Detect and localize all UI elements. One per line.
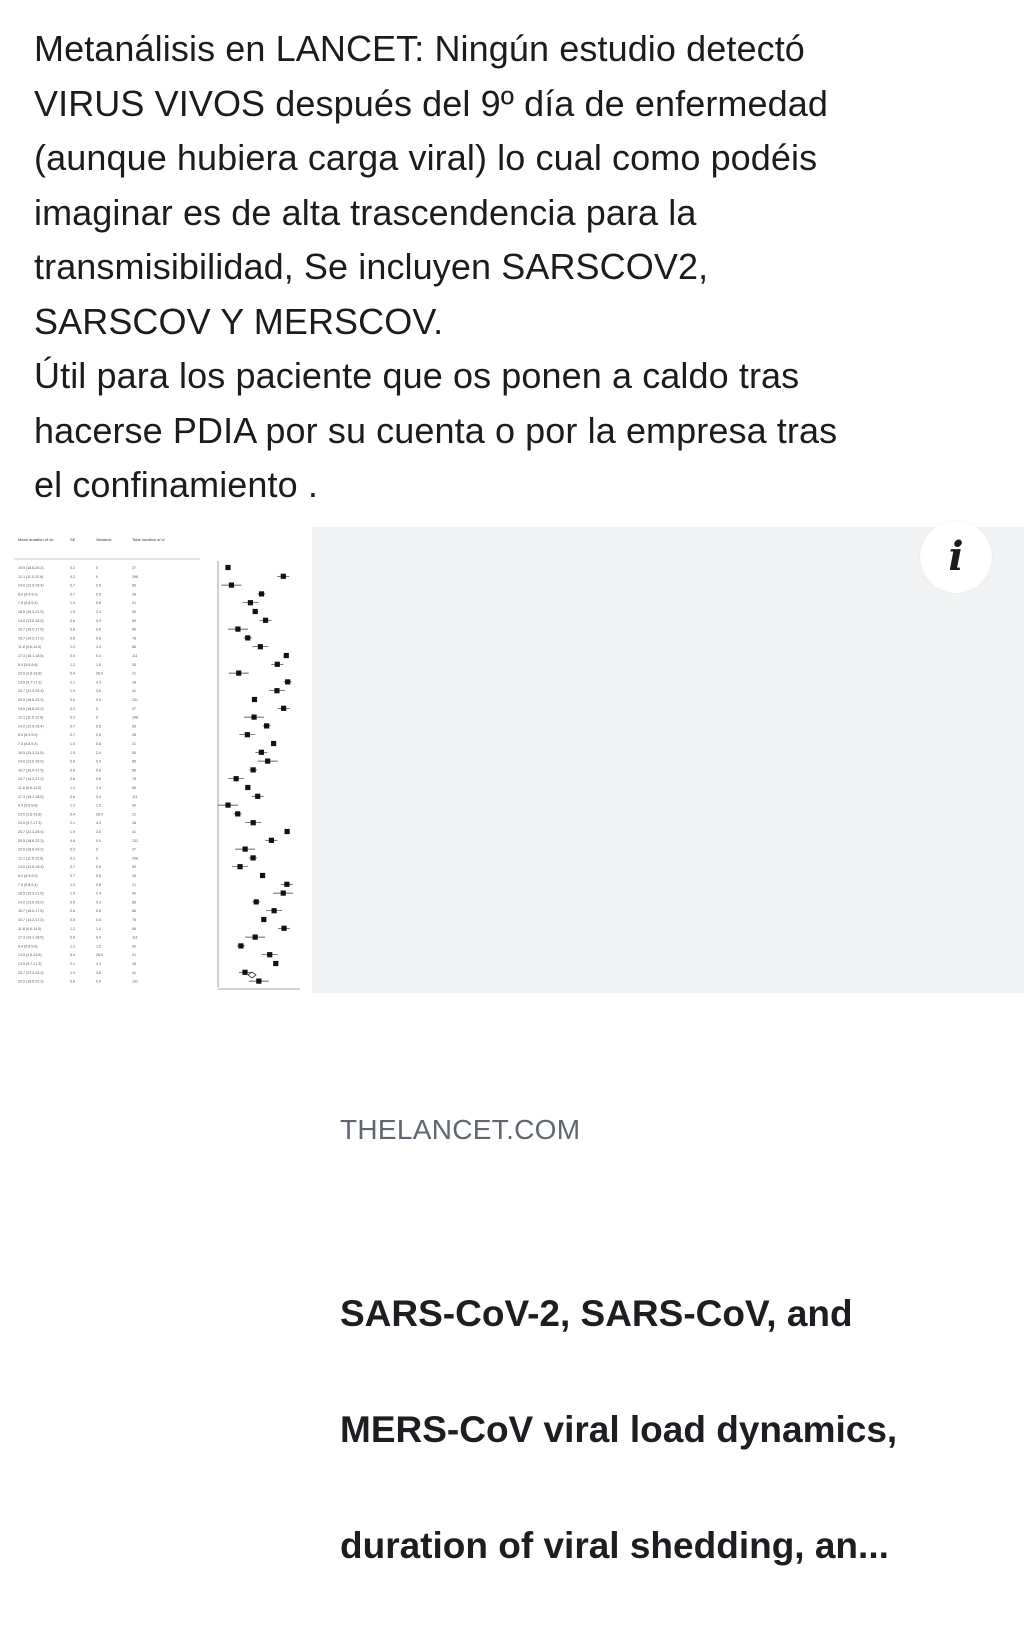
thumbnail-cell: 0.6 [70, 900, 75, 905]
thumbnail-cell: 13.5 (2.8-23.8) [18, 671, 42, 676]
thumbnail-cell: 17.3 (16.1-18.5) [18, 935, 44, 940]
thumbnail-cell: 2.4 [96, 610, 101, 614]
thumbnail-cell: 21 [132, 882, 136, 887]
thumbnail-cell: 28.9 [96, 671, 103, 676]
thumbnail-cell: 8.4 (5.6-9.8) [18, 662, 38, 667]
thumbnail-cell: 18.5 (15.3-21.5) [18, 750, 44, 755]
thumbnail-cell: 0.2 [70, 566, 75, 570]
thumbnail-cell: 1.5 [96, 662, 101, 667]
thumbnail-point-marker [269, 838, 274, 843]
thumbnail-cell: 59 [132, 583, 136, 588]
thumbnail-cell: 30 [132, 662, 136, 667]
thumbnail-point-marker [225, 803, 230, 808]
thumbnail-cell: 19.5 (18.8-20.2) [18, 706, 44, 711]
thumbnail-cell: 8.4 (5.6-9.8) [18, 944, 38, 949]
thumbnail-cell: 41 [132, 970, 136, 975]
thumbnail-cell: 65 [132, 759, 136, 764]
thumbnail-cell: 56 [132, 768, 136, 773]
thumbnail-cell: 1.2 [70, 926, 75, 931]
post-text-line: Útil para los paciente que os ponen a caldo tras [34, 355, 800, 396]
thumbnail-cell: 111 [132, 654, 138, 658]
thumbnail-cell: 14.0 (13.0-15.0) [18, 900, 44, 905]
thumbnail-cell: 19.5 (18.8-20.2) [18, 847, 44, 852]
thumbnail-point-marker [285, 829, 290, 834]
thumbnail-cell: 0.9 [96, 979, 101, 984]
thumbnail-point-marker [267, 952, 272, 957]
thumbnail-cell: 1.0 [70, 882, 75, 887]
thumbnail-cell: 1.0 [70, 601, 75, 606]
thumbnail-cell: 21 [132, 953, 136, 958]
thumbnail-cell: 0.8 [96, 601, 101, 606]
thumbnail-cell: 111 [132, 935, 138, 940]
thumbnail-cell: 131 [132, 979, 138, 984]
thumbnail-cell: 0 [96, 856, 98, 861]
thumbnail-cell: 56 [132, 645, 136, 650]
link-title-line: duration of viral shedding, an... [340, 1525, 889, 1566]
thumbnail-cell: 111 [132, 794, 138, 799]
thumbnail-cell: 56 [132, 909, 136, 914]
thumbnail-cell: 18 [132, 962, 136, 966]
thumbnail-cell: 14.0 (12.9-15.4) [18, 865, 44, 870]
thumbnail-cell: 8.0 (6.9-9.0) [18, 592, 38, 597]
thumbnail-cell: 0.4 [96, 935, 101, 940]
thumbnail-cell: 13.5 (9.7-17.3) [18, 680, 42, 685]
thumbnail-cell: 8.0 (6.9-9.0) [18, 733, 38, 738]
thumbnail-cell: 28.9 [96, 953, 103, 958]
thumbnail-cell: 41 [132, 830, 136, 834]
thumbnail-point-marker [274, 688, 279, 693]
link-thumbnail[interactable] [0, 527, 312, 993]
thumbnail-cell: 0.6 [96, 627, 101, 632]
thumbnail-point-marker [281, 574, 286, 579]
thumbnail-cell: 0.6 [70, 654, 75, 658]
link-title-line: SARS-CoV-2, SARS-CoV, and [340, 1293, 853, 1334]
thumbnail-point-marker [258, 644, 263, 649]
post-text-line: el confinamiento . [34, 464, 318, 505]
thumbnail-cell: 0.6 [96, 768, 101, 773]
thumbnail-header-label: SE [70, 537, 76, 542]
thumbnail-cell: 131 [132, 698, 138, 702]
thumbnail-table-header [14, 537, 200, 559]
thumbnail-cell: 37 [132, 847, 136, 852]
thumbnail-cell: 0.6 [96, 777, 101, 782]
thumbnail-cell: 0.9 [96, 838, 101, 843]
thumbnail-cell: 1.2 [70, 662, 75, 667]
thumbnail-cell: 0.8 [96, 742, 101, 746]
thumbnail-cell: 0 [96, 566, 98, 570]
thumbnail-cell: 0.7 [70, 865, 75, 870]
thumbnail-cell: 5.4 [70, 812, 75, 817]
thumbnail-cell: 1.5 [70, 750, 75, 755]
thumbnail-point-marker [255, 794, 260, 799]
thumbnail-cell: 0.7 [70, 874, 75, 878]
thumbnail-cell: 0.5 [96, 724, 101, 729]
thumbnail-point-marker [245, 732, 250, 737]
thumbnail-cell: 20.5 (18.6-22.3) [18, 698, 44, 702]
thumbnail-point-marker [284, 653, 289, 658]
thumbnail-cell: 16.7 (16.0-17.5) [18, 768, 44, 773]
thumbnail-point-marker [243, 847, 248, 852]
thumbnail-cell: 5.4 [70, 671, 75, 676]
thumbnail-cell: 50 [132, 750, 136, 755]
thumbnail-cell: 0.9 [96, 698, 101, 702]
thumbnail-cell: 37 [132, 566, 136, 570]
thumbnail-cell: 0.3 [96, 618, 101, 623]
thumbnail-cell: 1.2 [70, 645, 75, 650]
thumbnail-cell: 28 [132, 733, 136, 738]
thumbnail-cell: 14.0 (13.0-15.0) [18, 759, 44, 764]
thumbnail-cell: 16.7 (16.0-17.5) [18, 909, 44, 914]
thumbnail-cell: 28 [132, 592, 136, 597]
thumbnail-point-marker [275, 662, 280, 667]
thumbnail-cell: 4.3 [96, 680, 101, 685]
link-preview-card[interactable] [0, 527, 1024, 1566]
thumbnail-cell: 0.6 [70, 759, 75, 764]
thumbnail-cell: 0.6 [70, 618, 75, 623]
thumbnail-cell: 0.6 [70, 698, 75, 702]
thumbnail-cell: 2.1 [70, 680, 75, 685]
thumbnail-cell: 3.6 [96, 970, 101, 975]
thumbnail-cell: 0.6 [96, 909, 101, 914]
thumbnail-cell: 1.5 [96, 803, 101, 808]
post-body [34, 22, 994, 513]
post-text-line: VIRUS VIVOS después del 9º día de enfermedad [34, 82, 829, 124]
thumbnail-cell: 12.1 (11.5-12.6) [18, 856, 44, 861]
thumbnail-cell: 30 [132, 803, 136, 808]
thumbnail-cell: 5.4 [70, 953, 75, 958]
thumbnail-cell: 19.5 (18.8-20.2) [18, 566, 44, 570]
link-title[interactable] [340, 1227, 1000, 1633]
thumbnail-cell: 11.8 (9.6-14.0) [18, 645, 42, 650]
info-button[interactable] [920, 521, 992, 593]
thumbnail-cell: 11.8 (9.6-14.0) [18, 786, 42, 790]
thumbnail-cell: 0.5 [96, 865, 101, 870]
thumbnail-cell: 0.6 [96, 636, 101, 641]
thumbnail-cell: 1.0 [70, 742, 75, 746]
thumbnail-cell: 1.2 [70, 803, 75, 808]
thumbnail-cell: 78 [132, 636, 136, 641]
thumbnail-cell: 0.6 [96, 918, 101, 922]
thumbnail-cell: 2.1 [70, 962, 75, 966]
thumbnail-point-marker [251, 715, 256, 720]
thumbnail-cell: 7.5 (5.8-9.4) [18, 601, 38, 606]
thumbnail-cell: 14.0 (13.0-15.0) [18, 618, 44, 623]
thumbnail-cell: 56 [132, 627, 136, 632]
thumbnail-header-label: Total duration of vi [132, 537, 165, 542]
thumbnail-cell: 3.6 [96, 689, 101, 694]
thumbnail-cell: 50 [132, 610, 136, 614]
thumbnail-cell: 0.7 [70, 583, 75, 588]
thumbnail-cell: 2.4 [96, 891, 101, 896]
thumbnail-cell: 0.8 [70, 918, 75, 922]
thumbnail-point-marker [281, 891, 286, 896]
thumbnail-cell: 0.3 [96, 759, 101, 764]
thumbnail-point-marker [281, 706, 286, 711]
thumbnail-cell: 13.5 (9.7-17.3) [18, 821, 42, 826]
thumbnail-cell: 21 [132, 812, 136, 817]
thumbnail-header-label: Variance [96, 537, 112, 542]
thumbnail-cell: 0.8 [70, 909, 75, 914]
thumbnail-cell: 0.8 [70, 636, 75, 641]
thumbnail-point-marker [245, 635, 250, 640]
thumbnail-cell: 59 [132, 724, 136, 729]
thumbnail-cell: 0.2 [70, 856, 75, 861]
thumbnail-point-marker [284, 882, 289, 887]
thumbnail-point-marker [260, 873, 265, 878]
thumbnail-point-marker [271, 908, 276, 913]
thumbnail-cell: 78 [132, 777, 136, 782]
thumbnail-cell: 0 [96, 574, 98, 579]
post-text-line: imaginar es de alta trascendencia para la [34, 191, 697, 233]
link-title-line: MERS-CoV viral load dynamics, [340, 1409, 898, 1450]
thumbnail-cell: 20.5 (18.6-22.3) [18, 838, 44, 843]
thumbnail-cell: 8.0 (6.9-9.0) [18, 874, 38, 878]
thumbnail-point-marker [236, 671, 241, 676]
thumbnail-cell: 15.7 (14.2-17.2) [18, 918, 44, 922]
thumbnail-point-marker [273, 961, 278, 966]
thumbnail-point-marker [256, 979, 261, 984]
thumbnail-cell: 17.3 (16.1-18.5) [18, 794, 44, 799]
thumbnail-point-marker [235, 627, 240, 632]
thumbnail-cell: 0.4 [96, 654, 101, 658]
thumbnail-cell: 3.6 [96, 830, 101, 834]
thumbnail-cell: 0.2 [70, 847, 75, 852]
thumbnail-cell: 30 [132, 944, 136, 949]
thumbnail-cell: 11.8 (9.6-14.0) [18, 926, 42, 931]
thumbnail-cell: 16.7 (16.0-17.5) [18, 627, 44, 632]
thumbnail-point-marker [271, 741, 276, 746]
thumbnail-cell: 0.6 [70, 979, 75, 984]
thumbnail-cell: 2.1 [70, 821, 75, 826]
thumbnail-cell: 56 [132, 786, 136, 790]
thumbnail-cell: 1.2 [70, 944, 75, 949]
thumbnail-cell: 56 [132, 926, 136, 931]
thumbnail-cell: 21 [132, 671, 136, 676]
thumbnail-cell: 0.5 [96, 592, 101, 597]
thumbnail-summary-diamond [248, 972, 256, 978]
thumbnail-point-marker [248, 600, 253, 605]
thumbnail-cell: 18 [132, 680, 136, 685]
thumbnail-point-marker [253, 609, 258, 614]
thumbnail-cell: 25.7 (22.3-29.4) [18, 830, 44, 834]
thumbnail-cell: 1.4 [96, 786, 101, 790]
thumbnail-cell: 21 [132, 742, 136, 746]
thumbnail-point-marker [252, 697, 257, 702]
thumbnail-cell: 37 [132, 706, 136, 711]
thumbnail-cell: 1.5 [96, 944, 101, 949]
thumbnail-cell: 298 [132, 715, 138, 720]
thumbnail-point-marker [254, 899, 259, 904]
thumbnail-cell: 1.5 [70, 610, 75, 614]
thumbnail-cell: 0.2 [70, 706, 75, 711]
thumbnail-cell: 65 [132, 618, 136, 623]
thumbnail-cell: 14.0 (12.9-15.4) [18, 583, 44, 588]
thumbnail-header-label: Mean duration of vir [18, 537, 54, 542]
thumbnail-cell: 1.9 [70, 970, 75, 975]
thumbnail-cell: 13.5 (2.8-23.8) [18, 812, 42, 817]
thumbnail-cell: 4.3 [96, 821, 101, 826]
thumbnail-table-rows [18, 566, 138, 984]
thumbnail-cell: 298 [132, 574, 138, 579]
thumbnail-cell: 7.5 (5.8-9.4) [18, 882, 38, 887]
thumbnail-forest-plot [218, 561, 300, 989]
thumbnail-cell: 14.0 (12.9-15.4) [18, 724, 44, 729]
thumbnail-cell: 0 [96, 706, 98, 711]
thumbnail-point-marker [238, 943, 243, 948]
thumbnail-cell: 0.2 [70, 715, 75, 720]
thumbnail-cell: 41 [132, 689, 136, 694]
thumbnail-cell: 15.7 (14.2-17.2) [18, 777, 44, 782]
thumbnail-cell: 0.6 [70, 838, 75, 843]
thumbnail-cell: 0.4 [96, 794, 101, 799]
thumbnail-point-marker [264, 723, 269, 728]
thumbnail-cell: 0.5 [96, 874, 101, 878]
post-text-line: SARSCOV Y MERSCOV. [34, 300, 444, 342]
thumbnail-cell: 13.5 (9.7-17.3) [18, 962, 42, 966]
thumbnail-point-marker [235, 811, 240, 816]
thumbnail-point-marker [237, 864, 242, 869]
thumbnail-cell: 0.5 [96, 583, 101, 588]
thumbnail-point-marker [265, 759, 270, 764]
link-domain: THELANCET.COM [340, 1114, 581, 1145]
thumbnail-cell: 0.7 [70, 592, 75, 597]
thumbnail-cell: 78 [132, 918, 136, 922]
thumbnail-cell: 12.1 (11.5-12.6) [18, 715, 44, 720]
thumbnail-cell: 0.5 [96, 733, 101, 738]
thumbnail-cell: 0.2 [70, 574, 75, 579]
thumbnail-point-marker [251, 820, 256, 825]
thumbnail-cell: 18.5 (15.3-21.5) [18, 610, 44, 614]
thumbnail-cell: 0.8 [70, 777, 75, 782]
thumbnail-point-marker [245, 785, 250, 790]
thumbnail-cell: 131 [132, 838, 138, 843]
thumbnail-cell: 59 [132, 865, 136, 870]
thumbnail-cell: 13.5 (2.8-23.8) [18, 953, 42, 958]
thumbnail-cell: 20.5 (18.6-22.3) [18, 979, 44, 984]
thumbnail-cell: 0 [96, 715, 98, 720]
thumbnail-cell: 1.4 [96, 645, 101, 650]
thumbnail-cell: 1.2 [70, 786, 75, 790]
thumbnail-point-marker [261, 917, 266, 922]
post-text-line: Metanálisis en LANCET: Ningún estudio detectó [34, 28, 805, 69]
thumbnail-cell: 1.9 [70, 830, 75, 834]
thumbnail-point-marker [253, 935, 258, 940]
thumbnail-cell: 298 [132, 856, 138, 861]
thumbnail-point-marker [259, 591, 264, 596]
thumbnail-point-marker [263, 618, 268, 623]
thumbnail-cell: 0.6 [70, 794, 75, 799]
thumbnail-cell: 8.4 (5.6-9.8) [18, 803, 38, 808]
thumbnail-point-marker [242, 970, 247, 975]
thumbnail-cell: 1.4 [96, 926, 101, 931]
thumbnail-cell: 0.8 [70, 768, 75, 773]
thumbnail-cell: 25.7 (22.3-29.4) [18, 970, 44, 975]
post-text-line: transmisibilidad, Se incluyen SARSCOV2, [34, 246, 709, 287]
thumbnail-cell: 0.6 [70, 935, 75, 940]
post-text-line: (aunque hubiera carga viral) lo cual como podéis [34, 137, 818, 178]
thumbnail-cell: 0.8 [96, 882, 101, 887]
thumbnail-cell: 4.3 [96, 962, 101, 966]
post-text-line: hacerse PDIA por su cuenta o por la empresa tras [34, 409, 838, 451]
thumbnail-cell: 0 [96, 847, 98, 852]
thumbnail-cell: 0.7 [70, 724, 75, 729]
thumbnail-cell: 21 [132, 601, 136, 606]
thumbnail-cell: 65 [132, 900, 136, 905]
thumbnail-cell: 0.8 [70, 627, 75, 632]
thumbnail-cell: 17.3 (16.1-18.5) [18, 654, 44, 658]
thumbnail-cell: 0.3 [96, 900, 101, 905]
thumbnail-cell: 7.5 (5.8-9.4) [18, 742, 38, 746]
thumbnail-point-marker [225, 565, 230, 570]
info-icon: i [948, 533, 964, 580]
thumbnail-cell: 1.5 [70, 891, 75, 896]
thumbnail-point-marker [234, 776, 239, 781]
thumbnail-point-marker [250, 855, 255, 860]
thumbnail-cell: 18.5 (15.3-21.5) [18, 891, 44, 896]
forest-plot-thumbnail [0, 527, 312, 993]
thumbnail-point-marker [251, 767, 256, 772]
thumbnail-cell: 2.4 [96, 750, 101, 755]
thumbnail-point-marker [285, 679, 290, 684]
thumbnail-cell: 50 [132, 891, 136, 896]
thumbnail-point-marker [259, 750, 264, 755]
thumbnail-cell: 15.7 (14.2-17.2) [18, 636, 44, 641]
thumbnail-cell: 1.9 [70, 689, 75, 694]
thumbnail-cell: 28.9 [96, 812, 103, 817]
thumbnail-cell: 0.7 [70, 733, 75, 738]
thumbnail-cell: 18 [132, 821, 136, 826]
thumbnail-cell: 25.7 (22.3-29.4) [18, 689, 44, 694]
thumbnail-cell: 28 [132, 874, 136, 878]
thumbnail-point-marker [281, 926, 286, 931]
thumbnail-point-marker [229, 583, 234, 588]
thumbnail-cell: 12.1 (11.5-12.6) [18, 574, 44, 579]
